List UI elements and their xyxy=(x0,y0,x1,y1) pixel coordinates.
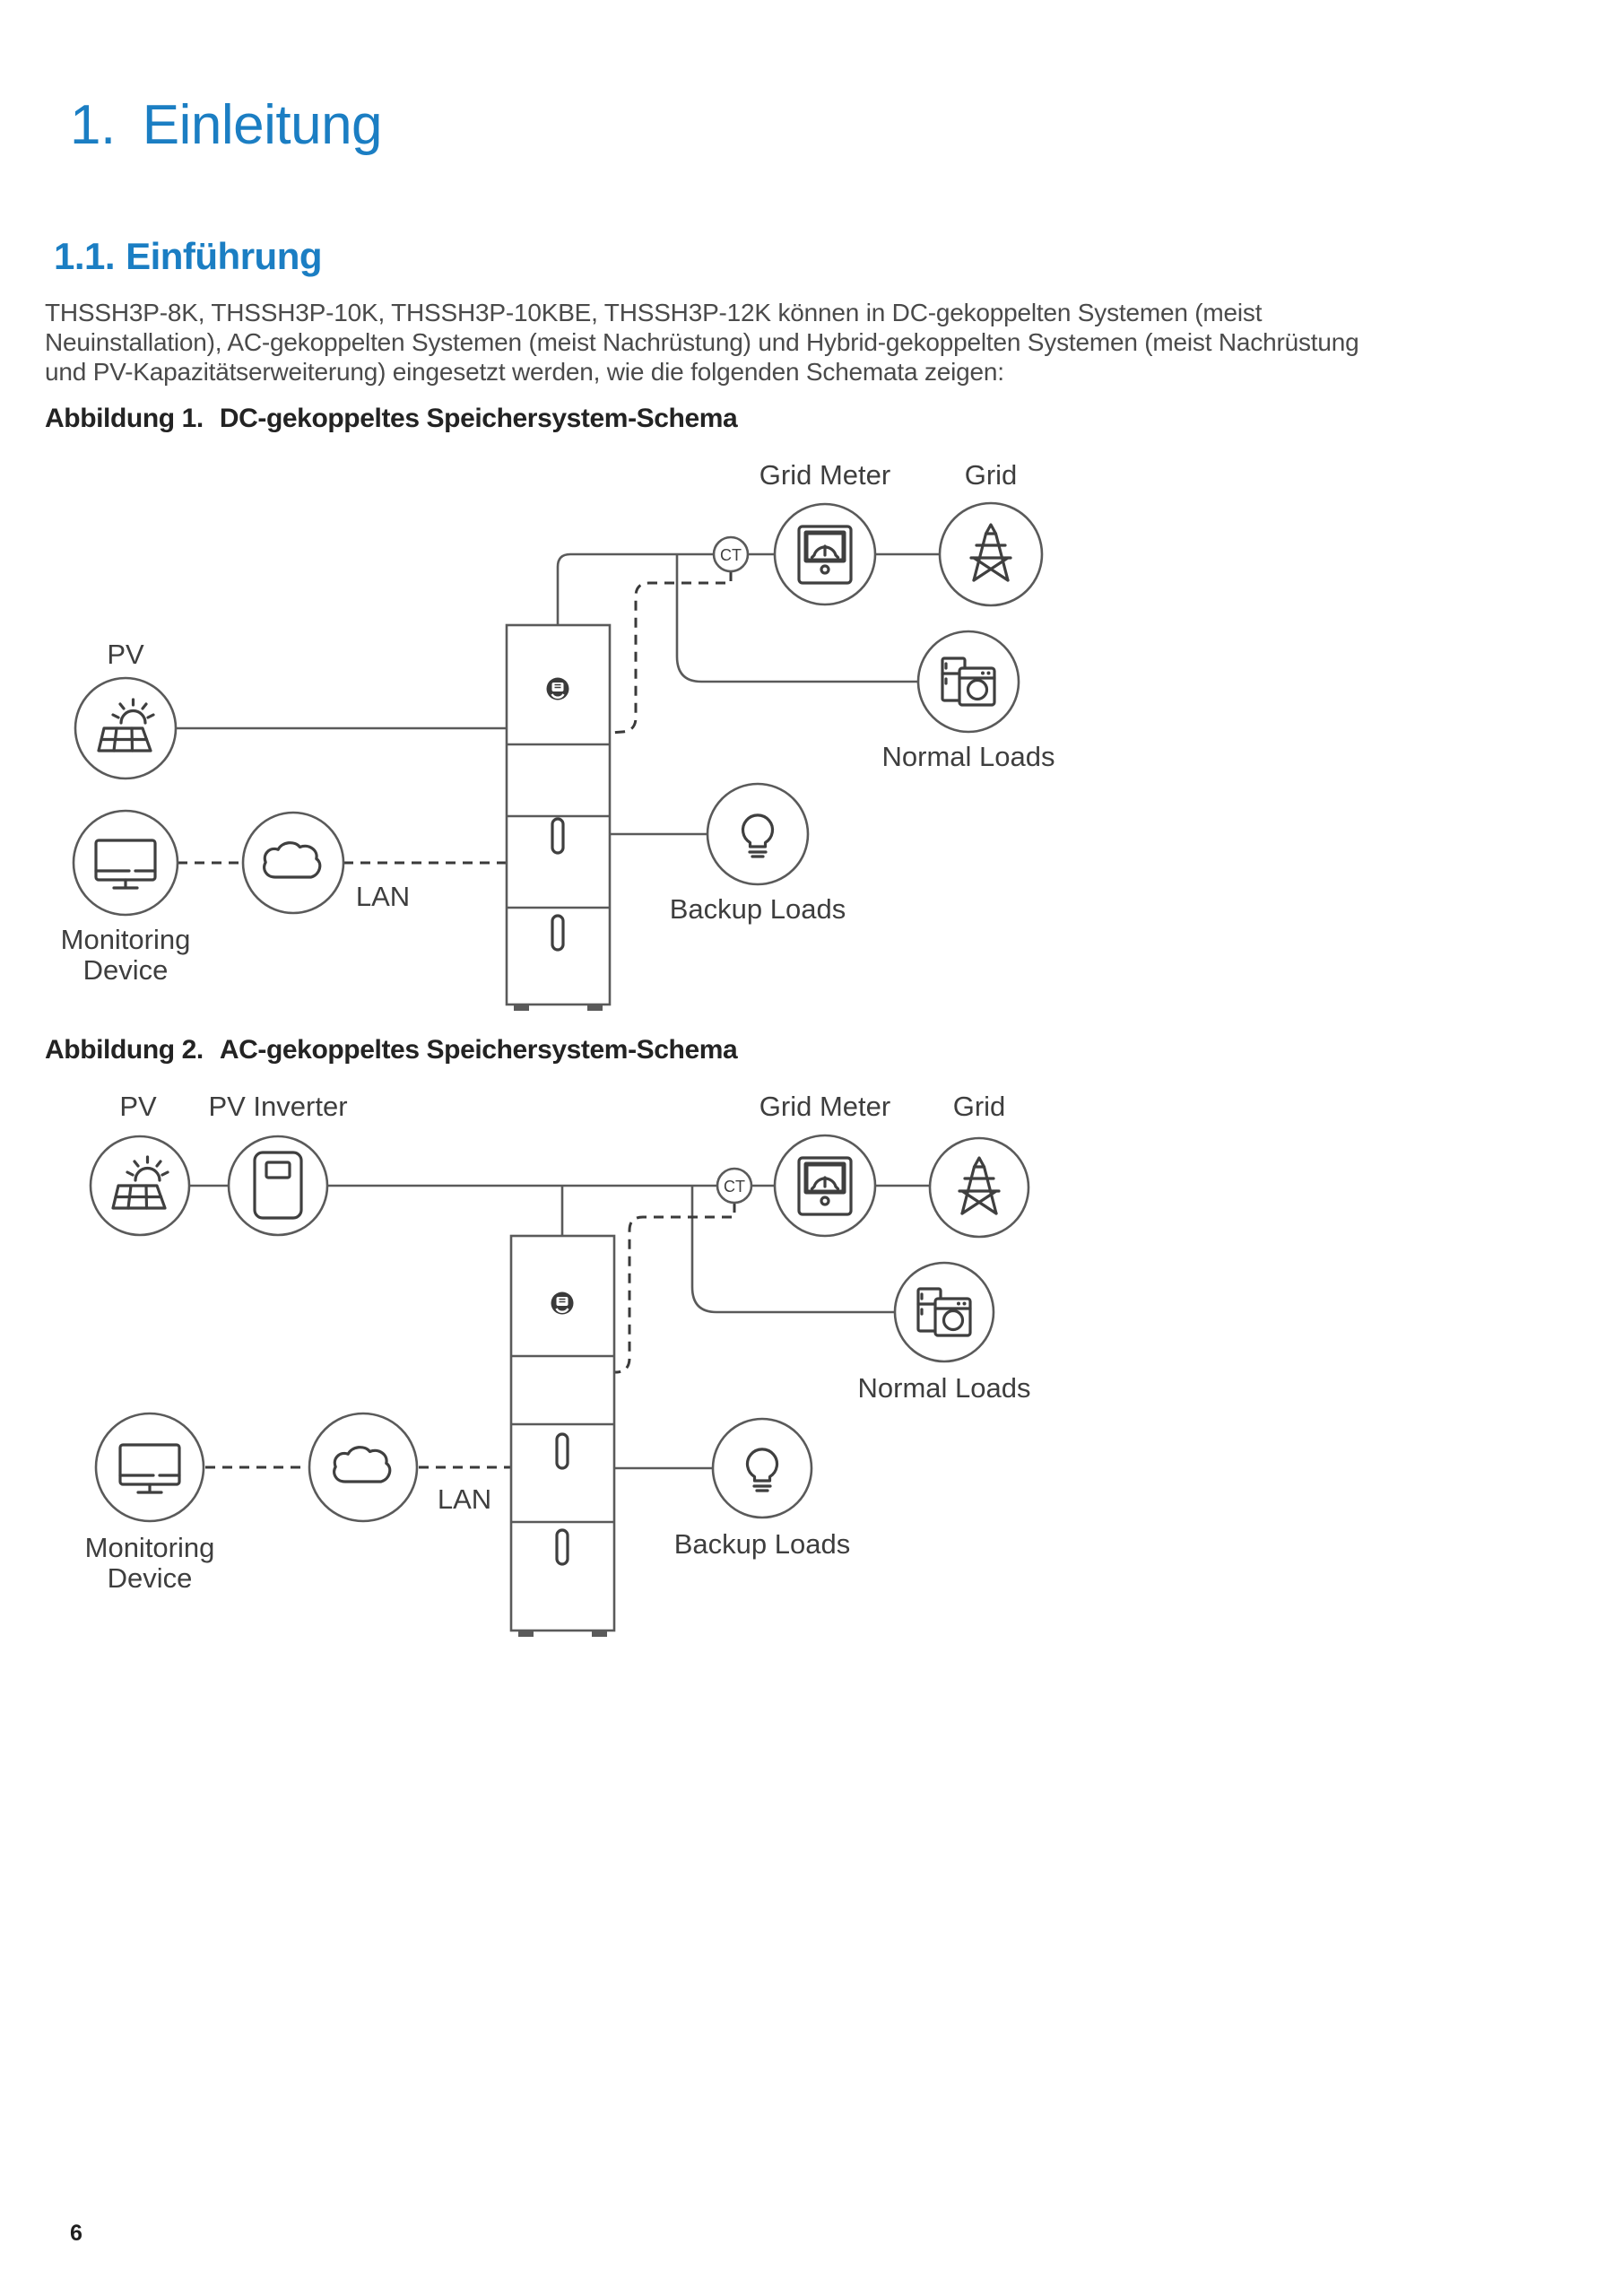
section-title-text: Einführung xyxy=(126,235,323,277)
pv-inverter-label: PV Inverter xyxy=(208,1091,348,1122)
monitoring-label-line2: Device xyxy=(82,954,169,986)
figure1-caption-label: Abbildung 1. xyxy=(45,404,204,433)
pv-label: PV xyxy=(107,639,144,670)
inverter-logo-icon xyxy=(551,1292,574,1315)
figure1-grid-meter-node xyxy=(759,459,890,604)
figure1-ct-node xyxy=(714,537,748,571)
inverter-logo-icon xyxy=(547,678,569,700)
figure1-signal-lines xyxy=(178,571,731,863)
backup-loads-label: Backup Loads xyxy=(669,893,846,925)
figure2-diagram xyxy=(36,1083,1148,1693)
section-title xyxy=(54,235,322,278)
figure1-caption-text: DC-gekoppeltes Speichersystem-Schema xyxy=(219,404,738,433)
grid-circle xyxy=(930,1138,1028,1237)
cloud-circle xyxy=(309,1413,417,1521)
normal-loads-label: Normal Loads xyxy=(881,741,1055,772)
figure2-caption xyxy=(45,1035,737,1065)
monitoring-label-line1: Monitoring xyxy=(84,1532,215,1563)
figure2-backup-loads-node xyxy=(674,1419,850,1560)
grid-label: Grid xyxy=(964,459,1018,491)
figure2-cloud-node xyxy=(309,1413,417,1521)
figure2-pv-inverter-node xyxy=(208,1091,347,1235)
page-number: 6 xyxy=(70,2221,82,2246)
figure1-storage-tower xyxy=(507,625,610,1011)
figure2-normal-loads-node xyxy=(858,1263,1031,1404)
figure2-grid-meter-node xyxy=(759,1091,890,1236)
intro-line-3: und PV-Kapazitätserweiterung) eingesetzt werden, wie die folgenden Schemata zeigen: xyxy=(45,358,1004,386)
grid-meter-label: Grid Meter xyxy=(759,1091,891,1122)
backup-loads-circle xyxy=(713,1419,812,1518)
figure1-pv-node xyxy=(75,639,176,778)
figure1-lan-label: LAN xyxy=(355,881,411,912)
grid-label: Grid xyxy=(952,1091,1006,1122)
pv-label: PV xyxy=(119,1091,157,1122)
monitoring-label-line2: Device xyxy=(107,1562,193,1594)
normal-loads-label: Normal Loads xyxy=(857,1372,1031,1404)
page-title xyxy=(70,93,382,157)
figure1-normal-loads-node xyxy=(882,631,1055,772)
figure1-caption xyxy=(45,404,737,434)
monitoring-circle xyxy=(96,1413,204,1521)
figure2-lan-label: LAN xyxy=(437,1483,492,1515)
grid-circle xyxy=(940,503,1042,605)
figure2-signal-lines xyxy=(205,1203,734,1467)
figure2-grid-node xyxy=(930,1091,1028,1237)
backup-loads-label: Backup Loads xyxy=(673,1528,851,1560)
figure1-monitoring-node xyxy=(61,811,191,986)
grid-meter-label: Grid Meter xyxy=(759,459,891,491)
figure2-ct-node xyxy=(717,1169,751,1203)
intro-line-2: Neuinstallation), AC-gekoppelten Systemen (meist Nachrüstung) und Hybrid-gekoppelten Systemen (meist Nachrüstung xyxy=(45,328,1359,356)
cloud-circle xyxy=(243,813,343,913)
ct-label: CT xyxy=(724,1178,745,1196)
figure2-caption-text: AC-gekoppeltes Speichersystem-Schema xyxy=(219,1035,738,1065)
figure1-cloud-node xyxy=(243,813,343,913)
page-title-number: 1. xyxy=(70,94,116,156)
monitoring-circle xyxy=(74,811,178,915)
figure2-storage-tower xyxy=(511,1236,614,1637)
backup-loads-circle xyxy=(707,784,808,884)
intro-line-1: THSSH3P-8K, THSSH3P-10K, THSSH3P-10KBE, THSSH3P-12K können in DC-gekoppelten Systemen (meist xyxy=(45,299,1263,326)
ct-label: CT xyxy=(720,546,742,564)
figure2-monitoring-node xyxy=(85,1413,215,1594)
section-title-number: 1.1. xyxy=(54,235,116,277)
figure1-diagram xyxy=(36,448,1148,1040)
figure2-pv-node xyxy=(91,1091,189,1235)
intro-paragraph xyxy=(45,298,1358,387)
page-title-text: Einleitung xyxy=(142,94,383,156)
figure1-grid-node xyxy=(940,459,1042,605)
figure1-backup-loads-node xyxy=(670,784,846,925)
monitoring-label-line1: Monitoring xyxy=(60,924,191,955)
figure2-caption-label: Abbildung 2. xyxy=(45,1035,204,1065)
